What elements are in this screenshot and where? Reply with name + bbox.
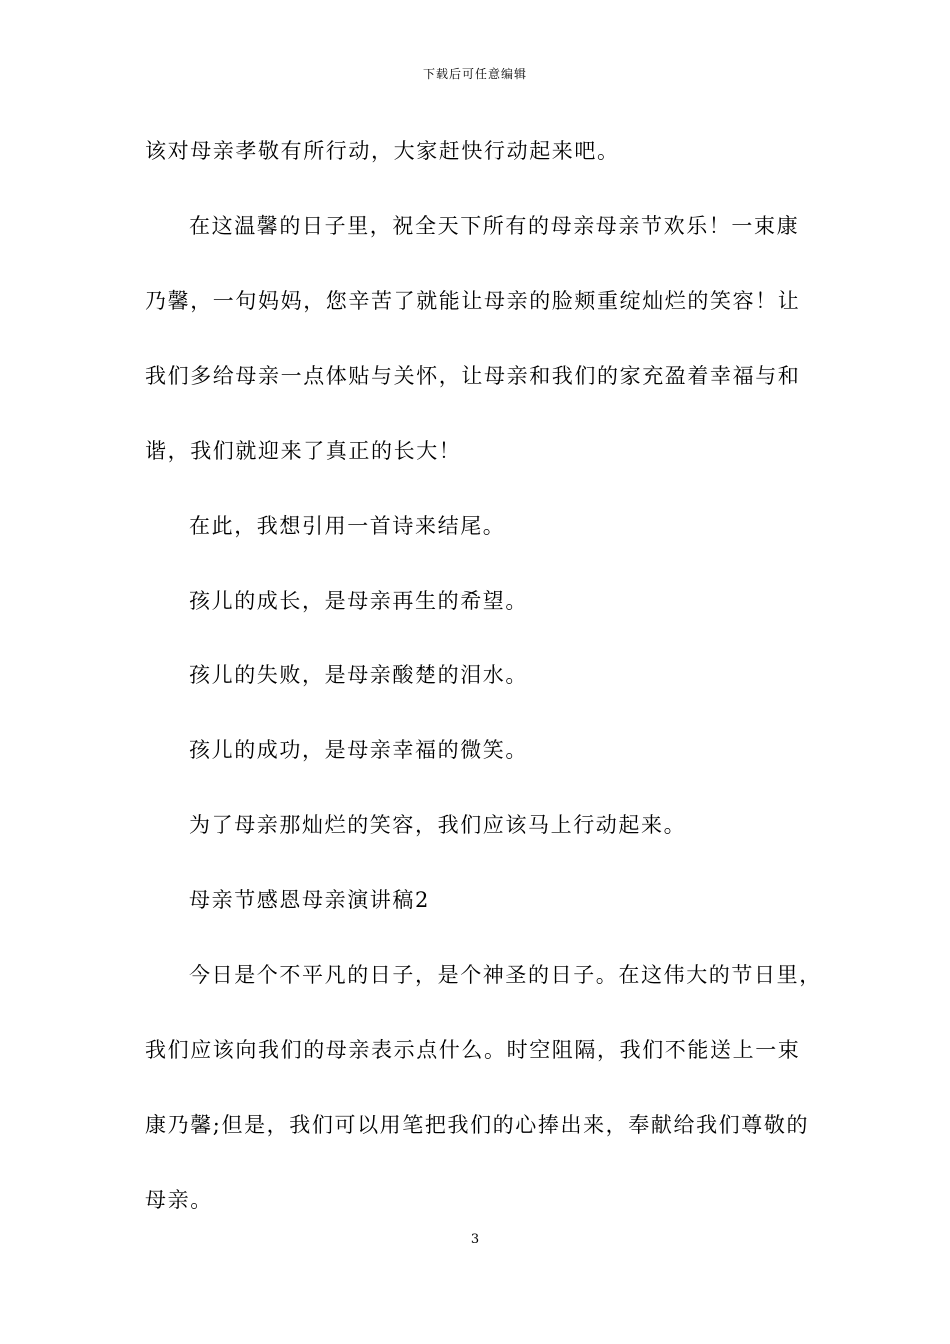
text-line: 孩儿的成长，是母亲再生的希望。 <box>189 589 528 613</box>
text-line: 孩儿的成功，是母亲幸福的微笑。 <box>189 738 528 762</box>
page-number: 3 <box>470 1232 480 1247</box>
text-line: 康乃馨;但是，我们可以用笔把我们的心捧出来，奉献给我们尊敬的 <box>145 1113 810 1137</box>
text-line: 我们应该向我们的母亲表示点什么。时空阻隔，我们不能送上一束 <box>145 1038 801 1062</box>
text-line: 乃馨，一句妈妈，您辛苦了就能让母亲的脸颊重绽灿烂的笑容！让 <box>145 289 801 313</box>
text-line: 为了母亲那灿烂的笑容，我们应该马上行动起来。 <box>189 813 687 837</box>
text-line: 该对母亲孝敬有所行动，大家赶快行动起来吧。 <box>145 139 620 163</box>
page-header: 下载后可任意编辑 <box>422 67 527 81</box>
text-line: 在此，我想引用一首诗来结尾。 <box>189 514 506 538</box>
text-line: 谐，我们就迎来了真正的长大！ <box>145 439 462 463</box>
text-line: 今日是个不平凡的日子，是个神圣的日子。在这伟大的节日里， <box>189 963 822 987</box>
text-line: 母亲。 <box>145 1188 213 1212</box>
text-line: 我们多给母亲一点体贴与关怀，让母亲和我们的家充盈着幸福与和 <box>145 364 801 388</box>
text-line: 在这温馨的日子里，祝全天下所有的母亲母亲节欢乐！一束康 <box>189 214 800 238</box>
section-heading: 母亲节感恩母亲演讲稿2 <box>189 888 430 912</box>
text-line: 孩儿的失败，是母亲酸楚的泪水。 <box>189 663 528 687</box>
